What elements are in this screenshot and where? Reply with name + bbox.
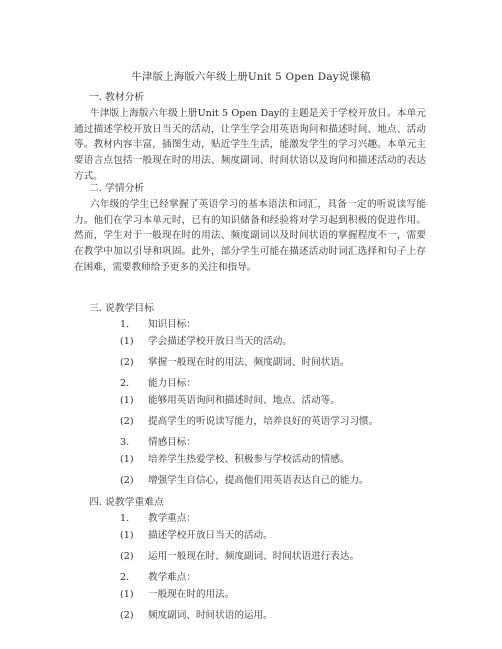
list-item-number: (1) [120, 454, 134, 465]
list-item [0, 436, 502, 450]
list-item-text: 频度副词、时间状语的运用。 [148, 610, 273, 621]
list-item-text: 培养学生热爱学校、积极参与学校活动的情感。 [148, 454, 350, 465]
list-item-number: 2. [120, 378, 130, 389]
list-item [0, 318, 502, 332]
list-item-number: 1. [120, 319, 130, 330]
list-item [0, 356, 502, 370]
list-item [0, 550, 502, 564]
list-item-text: 学会描述学校开放日当天的活动。 [148, 336, 292, 347]
list-item [0, 394, 502, 408]
list-item-number: (2) [120, 357, 134, 368]
list-item-number: (2) [120, 610, 134, 621]
list-item-number: (1) [120, 530, 134, 541]
list-item-number: (1) [120, 336, 134, 347]
list-item-text: 增强学生自信心，提高他们用英语表达自己的能力。 [148, 475, 369, 486]
section-paragraph: 六年级的学生已经掌握了英语学习的基本语法和词汇，具备一定的听说读写能力。他们在学习本单元时，已有的知识储备和经验将对学习起到积极的促进作用。然而，学生对于一般现在时的用法、频度副词以及时间状语的掌握程度不一，需要在教学中加以引导和巩固。此外，部分学生可能在描述活动时词汇选择和句子上存在困难，需要教师给予更多的关注和指导。 [74, 199, 426, 273]
list-item-number: (2) [120, 475, 134, 486]
list-item [0, 474, 502, 488]
section-heading: 四. 说教学重难点 [89, 497, 164, 508]
list-item [0, 609, 502, 623]
list-item-number: (1) [120, 589, 134, 600]
section-paragraph: 牛津版上海版六年级上册Unit 5 Open Day的主题是关于学校开放日。本单元通过描述学校开放日当天的活动，让学生学会用英语询问和描述时间、地点、活动等。教材内容丰富，插图生动，贴近学生生活，能激发学生的学习兴趣。本单元主要语言点包括一般现在时的用法、频度副词、时间状语以及询问和描述活动的表达方式。 [74, 108, 426, 182]
list-item [0, 571, 502, 585]
list-item-text: 描述学校开放日当天的活动。 [148, 530, 273, 541]
list-item-text: 教学难点： [148, 572, 196, 583]
list-item [0, 377, 502, 391]
list-item-number: 2. [120, 572, 130, 583]
list-item-text: 提高学生的听说读写能力，培养良好的英语学习习惯。 [148, 416, 379, 427]
section-heading: 二. 学情分析 [89, 183, 145, 194]
list-item-text: 教学重点： [148, 513, 196, 524]
section-heading: 三. 说教学目标 [89, 303, 155, 314]
list-item-text: 知识目标： [148, 319, 196, 330]
list-item-text: 一般现在时的用法。 [148, 589, 235, 600]
list-item [0, 529, 502, 543]
list-item [0, 588, 502, 602]
list-item-text: 情感目标： [148, 437, 196, 448]
list-item-number: 3. [120, 437, 130, 448]
list-item-text: 运用一般现在时、频度副词、时间状语进行表达。 [148, 551, 360, 562]
list-item [0, 453, 502, 467]
list-item-number: (2) [120, 551, 134, 562]
list-item [0, 415, 502, 429]
list-item-text: 掌握一般现在时的用法、频度副词、时间状语。 [148, 357, 350, 368]
list-item-number: (2) [120, 416, 134, 427]
list-item-number: (1) [120, 395, 134, 406]
list-item-text: 能够用英语询问和描述时间、地点、活动等。 [148, 395, 340, 406]
section-heading: 一. 教材分析 [89, 92, 145, 103]
list-item-number: 1. [120, 513, 130, 524]
list-item [0, 512, 502, 526]
list-item-text: 能力目标： [148, 378, 196, 389]
list-item [0, 335, 502, 349]
document-title: 牛津版上海版六年级上册Unit 5 Open Day说课稿 [131, 71, 371, 83]
